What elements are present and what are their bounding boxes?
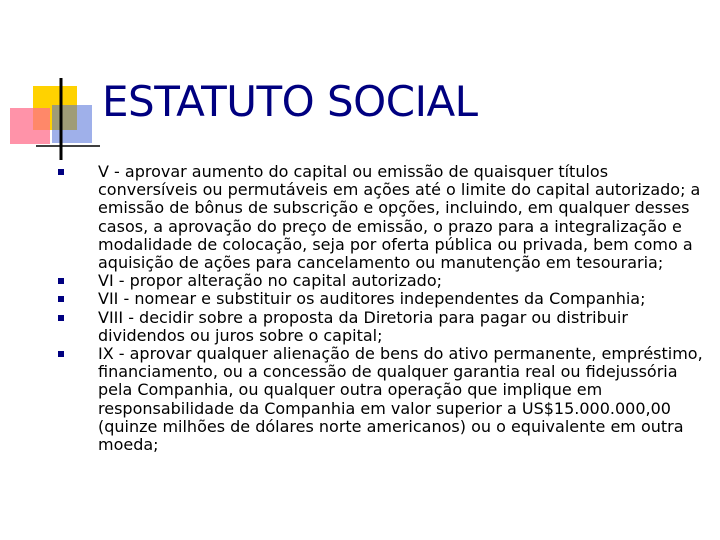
bullet-text: VII - nomear e substituir os auditores independentes da Companhia; [98, 289, 646, 309]
bullet-list [58, 163, 708, 454]
bullet-text: VI - propor alteração no capital autorizado; [98, 271, 443, 291]
bullet-item-v [58, 163, 708, 272]
slide-title: ESTATUTO SOCIAL [102, 77, 478, 126]
bullet-square-icon [58, 296, 64, 302]
decoration-pink-square [10, 108, 50, 144]
bullet-text: IX - aprovar qualquer alienação de bens do ativo permanente, empréstimo, financiamento, ou a concessão de qualquer garantia real ou fidejussória pela Companhia, ou qualquer outra operação que implique em responsabilidade da Companhia em valor superior a US$15.000.000,00 (quinze milhões de dólares norte americanos) ou o equivalente em outra moeda; [98, 344, 703, 455]
title-decoration [0, 0, 110, 170]
bullet-item-viii [58, 309, 708, 345]
bullet-item-ix [58, 345, 708, 454]
bullet-square-icon [58, 169, 64, 175]
bullet-text: VIII - decidir sobre a proposta da Diretoria para pagar ou distribuir dividendos ou juros sobre o capital; [98, 307, 628, 345]
decoration-blue-square [52, 105, 92, 143]
bullet-square-icon [58, 351, 64, 357]
bullet-square-icon [58, 278, 64, 284]
bullet-text: V - aprovar aumento do capital ou emissão de quaisquer títulos conversíveis ou permutáveis em ações até o limite do capital autorizado; a emissão de bônus de subscrição e opções, incluindo, em qualquer desses casos, a aprovação do preço de emissão, o prazo para a integralização e modalidade de colocação, seja por oferta pública ou privada, bem como a aquisição de ações para cancelamento ou manutenção em tesouraria; [98, 162, 701, 273]
bullet-item-vi [58, 272, 708, 290]
bullet-item-vii [58, 290, 708, 308]
bullet-square-icon [58, 315, 64, 321]
